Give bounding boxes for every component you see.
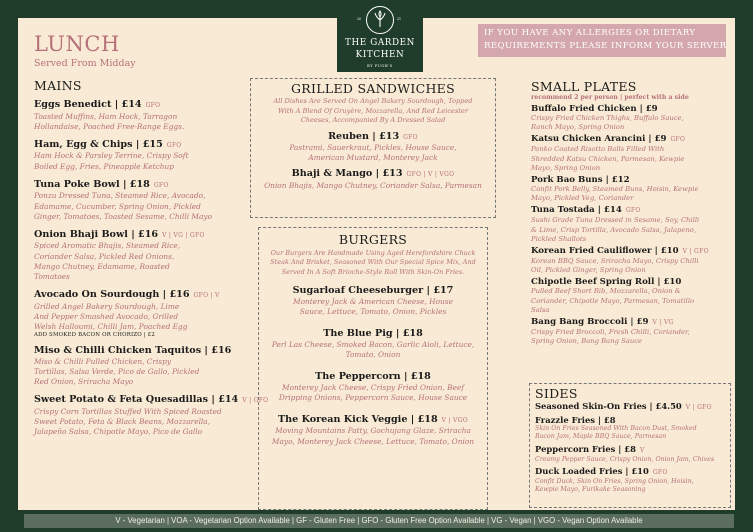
menu-item-name: Seasoned Skin-On Fries | £4.50	[535, 401, 682, 411]
menu-item-title	[531, 104, 731, 114]
dietary-tag: GFO	[153, 181, 169, 189]
menu-item-description: Confit Pork Belly, Steamed Buns, Hoisin, Kewpie	[531, 185, 699, 194]
menu-item-description: Bacon Jam, Maple BBQ Sauce, Parmesan	[535, 433, 667, 441]
menu-item-name: Eggs Benedict | £14	[34, 99, 142, 110]
menu-item-title	[531, 317, 731, 328]
menu-item-name: The Korean Kick Veggie | £18	[278, 413, 438, 425]
menu-item-name: Onion Bhaji Bowl | £16	[34, 228, 159, 240]
menu-item-title	[531, 246, 731, 257]
menu-item-title	[531, 277, 731, 287]
menu-item-name: Buffalo Fried Chicken | £9	[531, 104, 658, 114]
dietary-tag: V | GFO	[682, 248, 709, 256]
menu-item-title	[251, 131, 495, 144]
dietary-tag: V | GFO	[685, 404, 712, 411]
menu-item-description: Ham Hock & Parsley Terrine, Crispy Soft	[34, 151, 189, 161]
menu-item-description: Kewpie Mayo, Furikake Seasoning	[535, 486, 646, 494]
menu-item-name: Bhaji & Mango | £13	[291, 168, 403, 180]
menu-item	[531, 317, 731, 346]
sides-list	[535, 401, 730, 494]
garden-kitchen-logo	[337, 0, 423, 72]
menu-item	[34, 179, 246, 222]
menu-item-name: Tuna Tostada | £14	[531, 205, 622, 216]
menu-item-description: Sauce, Lettuce, Tomato, Onion, Pickles	[299, 306, 447, 316]
menu-item-description: And Pepper Smashed Avocado, Grilled	[34, 311, 179, 321]
intro-line: All Dishes Are Served On Angel Bakery Sourdough, Topped	[273, 97, 473, 105]
dietary-tag: GFO	[403, 133, 418, 141]
menu-item-description: Boiled Egg, Fries, Pineapple Ketchup	[34, 161, 174, 171]
intro-line: Cheeses, Accompanied By A Dressed Salad	[300, 116, 446, 124]
menu-item	[34, 229, 246, 282]
sides-heading: SIDES	[535, 386, 578, 401]
menu-item	[34, 139, 246, 172]
menu-item-description: Shredded Katsu Chicken, Parmesan, Kewpie	[531, 154, 685, 163]
menu-item-description: Panko Coated Risotto Balls Filled With	[531, 145, 665, 154]
menu-item	[531, 134, 731, 173]
menu-item-description: Mayo, Pickled Veg, Coriander	[531, 194, 634, 203]
dietary-tag: V | VGO	[441, 416, 468, 424]
menu-item-description: Moving Mountains Patty, Gochujang Glaze, Sriracha	[275, 426, 471, 436]
menu-item-description: Ponzu Dressed Tuna, Steamed Rice, Avocado,	[34, 191, 206, 201]
menu-item-name: Duck Loaded Fries | £10	[535, 465, 649, 476]
grilled-intro	[251, 97, 495, 126]
menu-item-title	[34, 345, 246, 357]
dietary-tag: V | VG	[652, 319, 674, 327]
small-plates-list	[531, 104, 731, 346]
menu-item-description: Confit Duck, Skin On Fries, Spring Onion, Hoisin,	[535, 477, 694, 485]
dietary-tag: GFO	[145, 102, 161, 109]
allergy-notice-line-1: IF YOU HAVE ANY ALLERGIES OR DIETARY	[484, 28, 696, 38]
menu-item-description: Ginger, Tomatoes, Toasted Sesame, Chilli Mayo	[34, 211, 213, 221]
menu-item-description: Crispy Corn Tortillas Stuffed With Spiced Roasted	[34, 406, 222, 416]
logo-line-1: THE GARDEN	[345, 38, 415, 48]
dietary-tag: V	[639, 446, 645, 454]
menu-item	[259, 414, 487, 447]
menu-item-description: & Lime, Crisp Tortilla, Avocado Salsa, Jalapeno,	[531, 225, 697, 234]
menu-item-title	[259, 371, 487, 383]
menu-item-title	[535, 415, 730, 425]
menu-item-description: Korean BBQ Sauce, Sriracha Mayo, Crispy Chilli	[531, 257, 699, 266]
dietary-tag: V | GFO	[242, 397, 269, 405]
menu-item	[535, 415, 730, 442]
menu-item-description: Mango Chutney, Edamame, Roasted	[34, 261, 170, 271]
menu-item-name: Sweet Potato & Feta Quesadillas | £14	[34, 394, 239, 406]
mains-list	[34, 99, 269, 438]
small-plates-heading: SMALL PLATES	[531, 79, 637, 94]
leaf-emblem-icon	[366, 6, 394, 34]
menu-item-name: Korean Fried Cauliflower | £10	[531, 246, 679, 257]
menu-item-description: Perl Las Cheese, Smoked Bacon, Garlic Aioli, Lettuce,	[271, 339, 475, 349]
burgers-heading: BURGERS	[338, 232, 408, 247]
menu-item-title	[259, 285, 487, 297]
menu-item	[535, 401, 730, 413]
menu-item	[535, 444, 730, 464]
menu-item	[251, 168, 495, 191]
menu-item-title	[34, 99, 246, 112]
menu-item-title	[259, 328, 487, 340]
logo-line-2: KITCHEN	[355, 50, 405, 60]
menu-item-description: Monterey Jack Cheese, Crispy Fried Onion, Beef	[282, 382, 464, 392]
intro-line: Steak And Brisket, Seasoned With Our Special Spice Mix, And	[270, 258, 476, 267]
small-plates-subheading: recommend 2 per person | perfect with a side	[531, 94, 689, 101]
menu-item-description: Ranch Mayo, Spring Onion	[531, 123, 625, 132]
menu-item-description: Skin On Fries Seasoned With Bacon Dust, Smoked	[535, 425, 697, 432]
dietary-tag: GFO | V | VGO	[406, 171, 455, 179]
menu-item-name: Chipotle Beef Spring Roll | £10	[531, 277, 682, 288]
menu-item	[531, 246, 731, 275]
menu-item-title	[535, 444, 730, 456]
grilled-list	[251, 131, 495, 192]
menu-item-title	[251, 168, 495, 181]
menu-item-description: American Mustard, Monterey Jack	[308, 153, 438, 163]
menu-item	[34, 345, 246, 387]
menu-item-name: Sugarloaf Cheeseburger | £17	[292, 285, 454, 297]
menu-item	[531, 175, 731, 203]
burgers-box	[258, 227, 488, 510]
menu-item-description: Spring Onion, Bang Bang Sauce	[531, 337, 643, 346]
dietary-tag: GFO	[652, 468, 668, 476]
small-plates-section	[531, 79, 731, 348]
menu-item-title	[34, 229, 246, 242]
menu-card	[18, 18, 735, 510]
grilled-sandwiches-box	[250, 78, 496, 218]
menu-item-description: Salsa	[531, 305, 550, 314]
menu-item-description: Crispy Fried Chicken Thighs, Buffalo Sauce,	[531, 114, 684, 122]
menu-item	[259, 328, 487, 360]
menu-item-title	[535, 466, 730, 478]
menu-item-title	[259, 414, 487, 427]
menu-item	[259, 371, 487, 403]
menu-item	[531, 104, 731, 132]
menu-item-title	[535, 401, 730, 413]
menu-item	[259, 285, 487, 317]
menu-item-name: Katsu Chicken Arancini | £9	[531, 134, 667, 145]
menu-item-description: Monterey Jack & American Cheese, House	[293, 296, 453, 306]
menu-item-description: Crispy Fried Broccoli, Fresh Chilli, Coriander,	[531, 328, 690, 337]
menu-item-title	[531, 134, 731, 145]
menu-item	[535, 466, 730, 495]
logo-year-left: 20	[357, 17, 362, 21]
logo-by: BY PUGH'S	[367, 64, 393, 68]
burgers-intro	[259, 249, 487, 277]
dietary-tag: GFO	[670, 136, 686, 144]
menu-item-name: Avocado On Sourdough | £16	[34, 289, 190, 301]
intro-line: Our Burgers Are Handmade Using Aged Herefordshire Chuck	[270, 249, 476, 257]
menu-item-description: Miso & Chilli Pulled Chicken, Crispy	[34, 356, 172, 366]
menu-item-name: Reuben | £13	[328, 130, 400, 142]
menu-item	[34, 99, 246, 132]
menu-item-description: Sweet Potato, Feta & Black Beans, Mozzarella,	[34, 417, 211, 427]
dietary-legend: V - Vegetarian | VOA - Vegetarian Option Available | GF - Gluten Free | GFO - Gluten Free Option Available | VG - Vegan | VGO - Vegan Option Available	[24, 514, 734, 528]
mains-section	[34, 78, 269, 445]
menu-item-description: Coriander, Chipotle Mayo, Parmesan, Tomatillo	[531, 296, 695, 305]
menu-item-description: Oil, Pickled Ginger, Spring Onion	[531, 266, 646, 275]
menu-item-name: Frazzle Fries | £8	[535, 415, 616, 425]
menu-item-description: Pickled Shallots	[531, 234, 587, 243]
menu-item	[251, 131, 495, 164]
intro-line: With A Blend Of Gruyère, Mozzarella, And Red Leicester	[277, 106, 469, 115]
page-title: LUNCH	[34, 32, 120, 56]
menu-item	[531, 205, 731, 244]
menu-item	[34, 394, 269, 437]
menu-item-description: Creamy Pepper Sauce, Crispy Onion, Onion Jam, Chives	[535, 455, 715, 463]
menu-item-name: Miso & Chilli Chicken Taquitos | £16	[34, 345, 232, 357]
allergy-notice-line-2: REQUIREMENTS PLEASE INFORM YOUR SERVER	[484, 41, 727, 51]
menu-item-description: Mayo, Spring Onion	[531, 163, 601, 172]
menu-item-description: Tortillas, Salsa Verde, Pico de Gallo, Pickled	[34, 367, 200, 377]
menu-item-description: Welsh Halloumi, Chilli Jam, Poached Egg	[34, 322, 188, 332]
menu-item-description: Toasted Muffins, Ham Hock, Tarragon	[34, 111, 178, 121]
dietary-tag: V | VG | GFO	[162, 231, 205, 239]
logo-year-right: 21	[397, 17, 402, 21]
menu-item-name: The Blue Pig | £18	[323, 328, 423, 340]
menu-item-description: Sushi Grade Tuna Dressed in Sesame, Soy, Chilli	[531, 216, 700, 225]
menu-item-title	[34, 139, 246, 152]
menu-item-name: Pork Bao Buns | £12	[531, 175, 630, 186]
allergy-notice	[478, 24, 726, 57]
menu-item-description: Jalapeño Salsa, Chipotle Mayo, Pico de Gallo	[34, 427, 203, 437]
menu-item-addon: ADD SMOKED BACON OR CHORIZO | £2	[34, 332, 156, 339]
menu-item-description: Pastrami, Sauerkraut, Pickles, House Sauce,	[289, 143, 457, 152]
dietary-tag: GFO | V	[193, 292, 220, 300]
menu-item-name: Ham, Egg & Chips | £15	[34, 138, 163, 150]
dietary-tag: GFO	[625, 207, 641, 215]
menu-item-description: Pulled Beef Short Rib, Mozzarella, Onion &	[531, 287, 681, 296]
menu-item-description: Grilled Angel Bakery Sourdough, Lime	[34, 301, 180, 311]
menu-item-description: Hollandaise, Poached Free-Range Eggs.	[34, 121, 185, 131]
menu-item-description: Edamame, Cucumber, Spring Onion, Pickled	[34, 201, 201, 211]
burgers-list	[259, 285, 487, 447]
sides-box	[529, 383, 731, 508]
mains-heading: MAINS	[34, 78, 82, 93]
menu-item-title	[531, 205, 731, 216]
menu-item-name: Bang Bang Broccoli | £9	[531, 317, 649, 328]
menu-item	[531, 277, 731, 315]
dietary-tag: GFO	[166, 141, 182, 149]
menu-item-name: Tuna Poke Bowl | £18	[34, 178, 150, 190]
menu-item-title	[531, 175, 731, 185]
intro-line: Served In A Soft Brioche-Style Roll With Skin-On Fries.	[281, 267, 465, 276]
grilled-heading: GRILLED SANDWICHES	[291, 81, 455, 96]
menu-item-name: Peppercorn Fries | £8	[535, 443, 636, 454]
menu-item-description: Coriander Salsa, Pickled Red Onions,	[34, 251, 175, 261]
menu-item-description: Mayo, Monterey Jack Cheese, Lettuce, Tomato, Onion	[271, 436, 475, 446]
menu-item-title	[34, 179, 246, 192]
menu-item-title	[34, 394, 269, 407]
menu-item-description: Spiced Aromatic Bhajis, Steamed Rice,	[34, 241, 181, 251]
menu-item-title	[34, 289, 246, 302]
menu-item-description: Red Onion, Sriracha Mayo	[34, 377, 134, 387]
menu-item-description: Tomatoes	[34, 272, 70, 282]
menu-item-description: Tomato, Onion	[345, 349, 401, 359]
menu-item	[34, 289, 246, 338]
menu-item-description: Onion Bhajis, Mango Chutney, Coriander Salsa, Parmesan	[264, 180, 482, 190]
menu-item-name: The Peppercorn | £18	[315, 371, 431, 383]
menu-item-description: Dripping Onions, Peppercorn Sauce, House Sauce	[278, 392, 468, 402]
page-subtitle: Served From Midday	[34, 58, 136, 69]
